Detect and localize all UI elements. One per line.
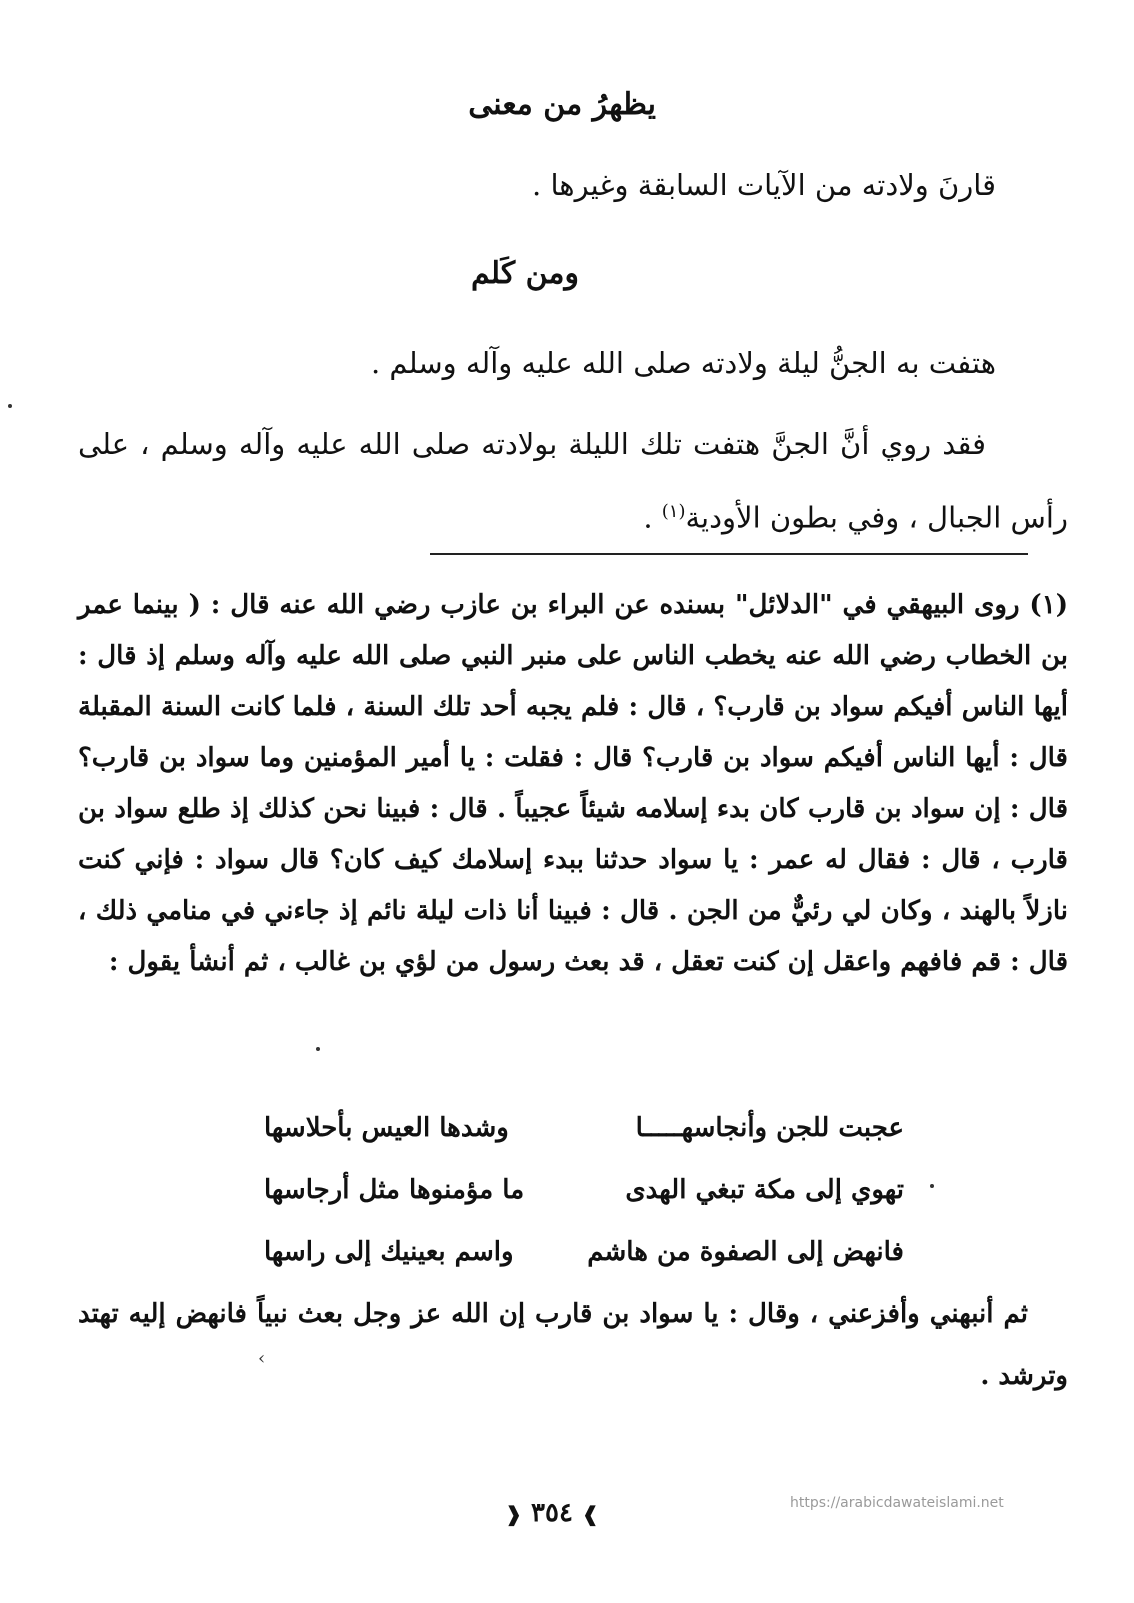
scan-mark: › — [258, 1348, 266, 1369]
ornament-left-icon: ❰ — [505, 1502, 522, 1526]
page-number-value: ٣٥٤ — [531, 1498, 573, 1528]
scan-speck — [8, 404, 12, 408]
text-line-1: قارنَ ولادته من الآيات السابقة وغيرها . — [532, 168, 996, 202]
main-paragraph — [78, 410, 1068, 552]
section-heading-2: ومن كَلم — [470, 256, 579, 291]
poem-verse — [264, 1167, 904, 1229]
ornament-right-icon: ❱ — [582, 1502, 599, 1526]
footnote-divider — [430, 553, 1028, 555]
closing-paragraph: ثم أنبهني وأفزعني ، وقال : يا سواد بن قارب إن الله عز وجل بعث نبياً فانهض إليه تهتد وترشد . — [78, 1299, 1068, 1391]
poem-first-hemistich: فانهض إلى الصفوة من هاشم — [587, 1237, 904, 1267]
scan-speck — [930, 1184, 934, 1188]
poem-first-hemistich: تهوي إلى مكة تبغي الهدى — [625, 1175, 904, 1205]
watermark-url: https://arabicdawateislami.net — [790, 1495, 1004, 1511]
footnote-reference: (١) — [661, 501, 686, 522]
poem-first-hemistich: عجبت للجن وأنجاسهـــــا — [635, 1113, 904, 1143]
poem-second-hemistich: وشدها العيس بأحلاسها — [264, 1113, 509, 1143]
poem-second-hemistich: ما مؤمنوها مثل أرجاسها — [264, 1175, 525, 1205]
poem-verse — [264, 1229, 904, 1291]
paragraph-text: فقد روي أنَّ الجنَّ هتفت تلك الليلة بولادته صلى الله عليه وآله وسلم ، على رأس الجبال ، وفي بطون الأودية — [78, 427, 1068, 535]
text-line-2: هتفت به الجنُّ ليلة ولادته صلى الله عليه وآله وسلم . — [370, 346, 996, 380]
poem-second-hemistich: واسم بعينيك إلى راسها — [264, 1237, 514, 1267]
footnote-text: (١) روى البيهقي في "الدلائل" بسنده عن البراء بن عازب رضي الله عنه قال : ( بينما عمر بن الخطاب رضي الله عنه يخطب الناس على منبر النبي صلى الله عليه وآله وسلم إذ قال : أيها الناس أفيكم سواد بن قارب؟ ، قال : فلم يجبه أحد تلك السنة ، فلما كانت السنة المقبلة قال : أيها الناس أفيكم سواد بن قارب؟ قال : فقلت : يا أمير المؤمنين وما سواد بن قارب؟ قال : إن سواد بن قارب كان بدء إسلامه شيئاً عجيباً . قال : فبينا نحن كذلك إذ طلع سواد بن قارب ، قال : فقال له عمر : يا سواد حدثنا ببدء إسلامك كيف كان؟ قال سواد : فإني كنت نازلاً بالهند ، وكان لي رئيٌّ من الجن . قال : فبينا أنا ذات ليلة نائم إذ جاءني في منامي ذلك ، قال : قم فافهم واعقل إن كنت تعقل ، قد بعث رسول من لؤي بن غالب ، ثم أنشأ يقول : — [78, 590, 1068, 977]
poem-verse — [264, 1105, 904, 1167]
poem — [264, 1105, 904, 1291]
scan-speck — [316, 1047, 320, 1051]
paragraph-end: . — [643, 500, 662, 535]
page-number — [492, 1496, 612, 1531]
section-heading-1: يظهرُ من معنى — [468, 87, 656, 122]
